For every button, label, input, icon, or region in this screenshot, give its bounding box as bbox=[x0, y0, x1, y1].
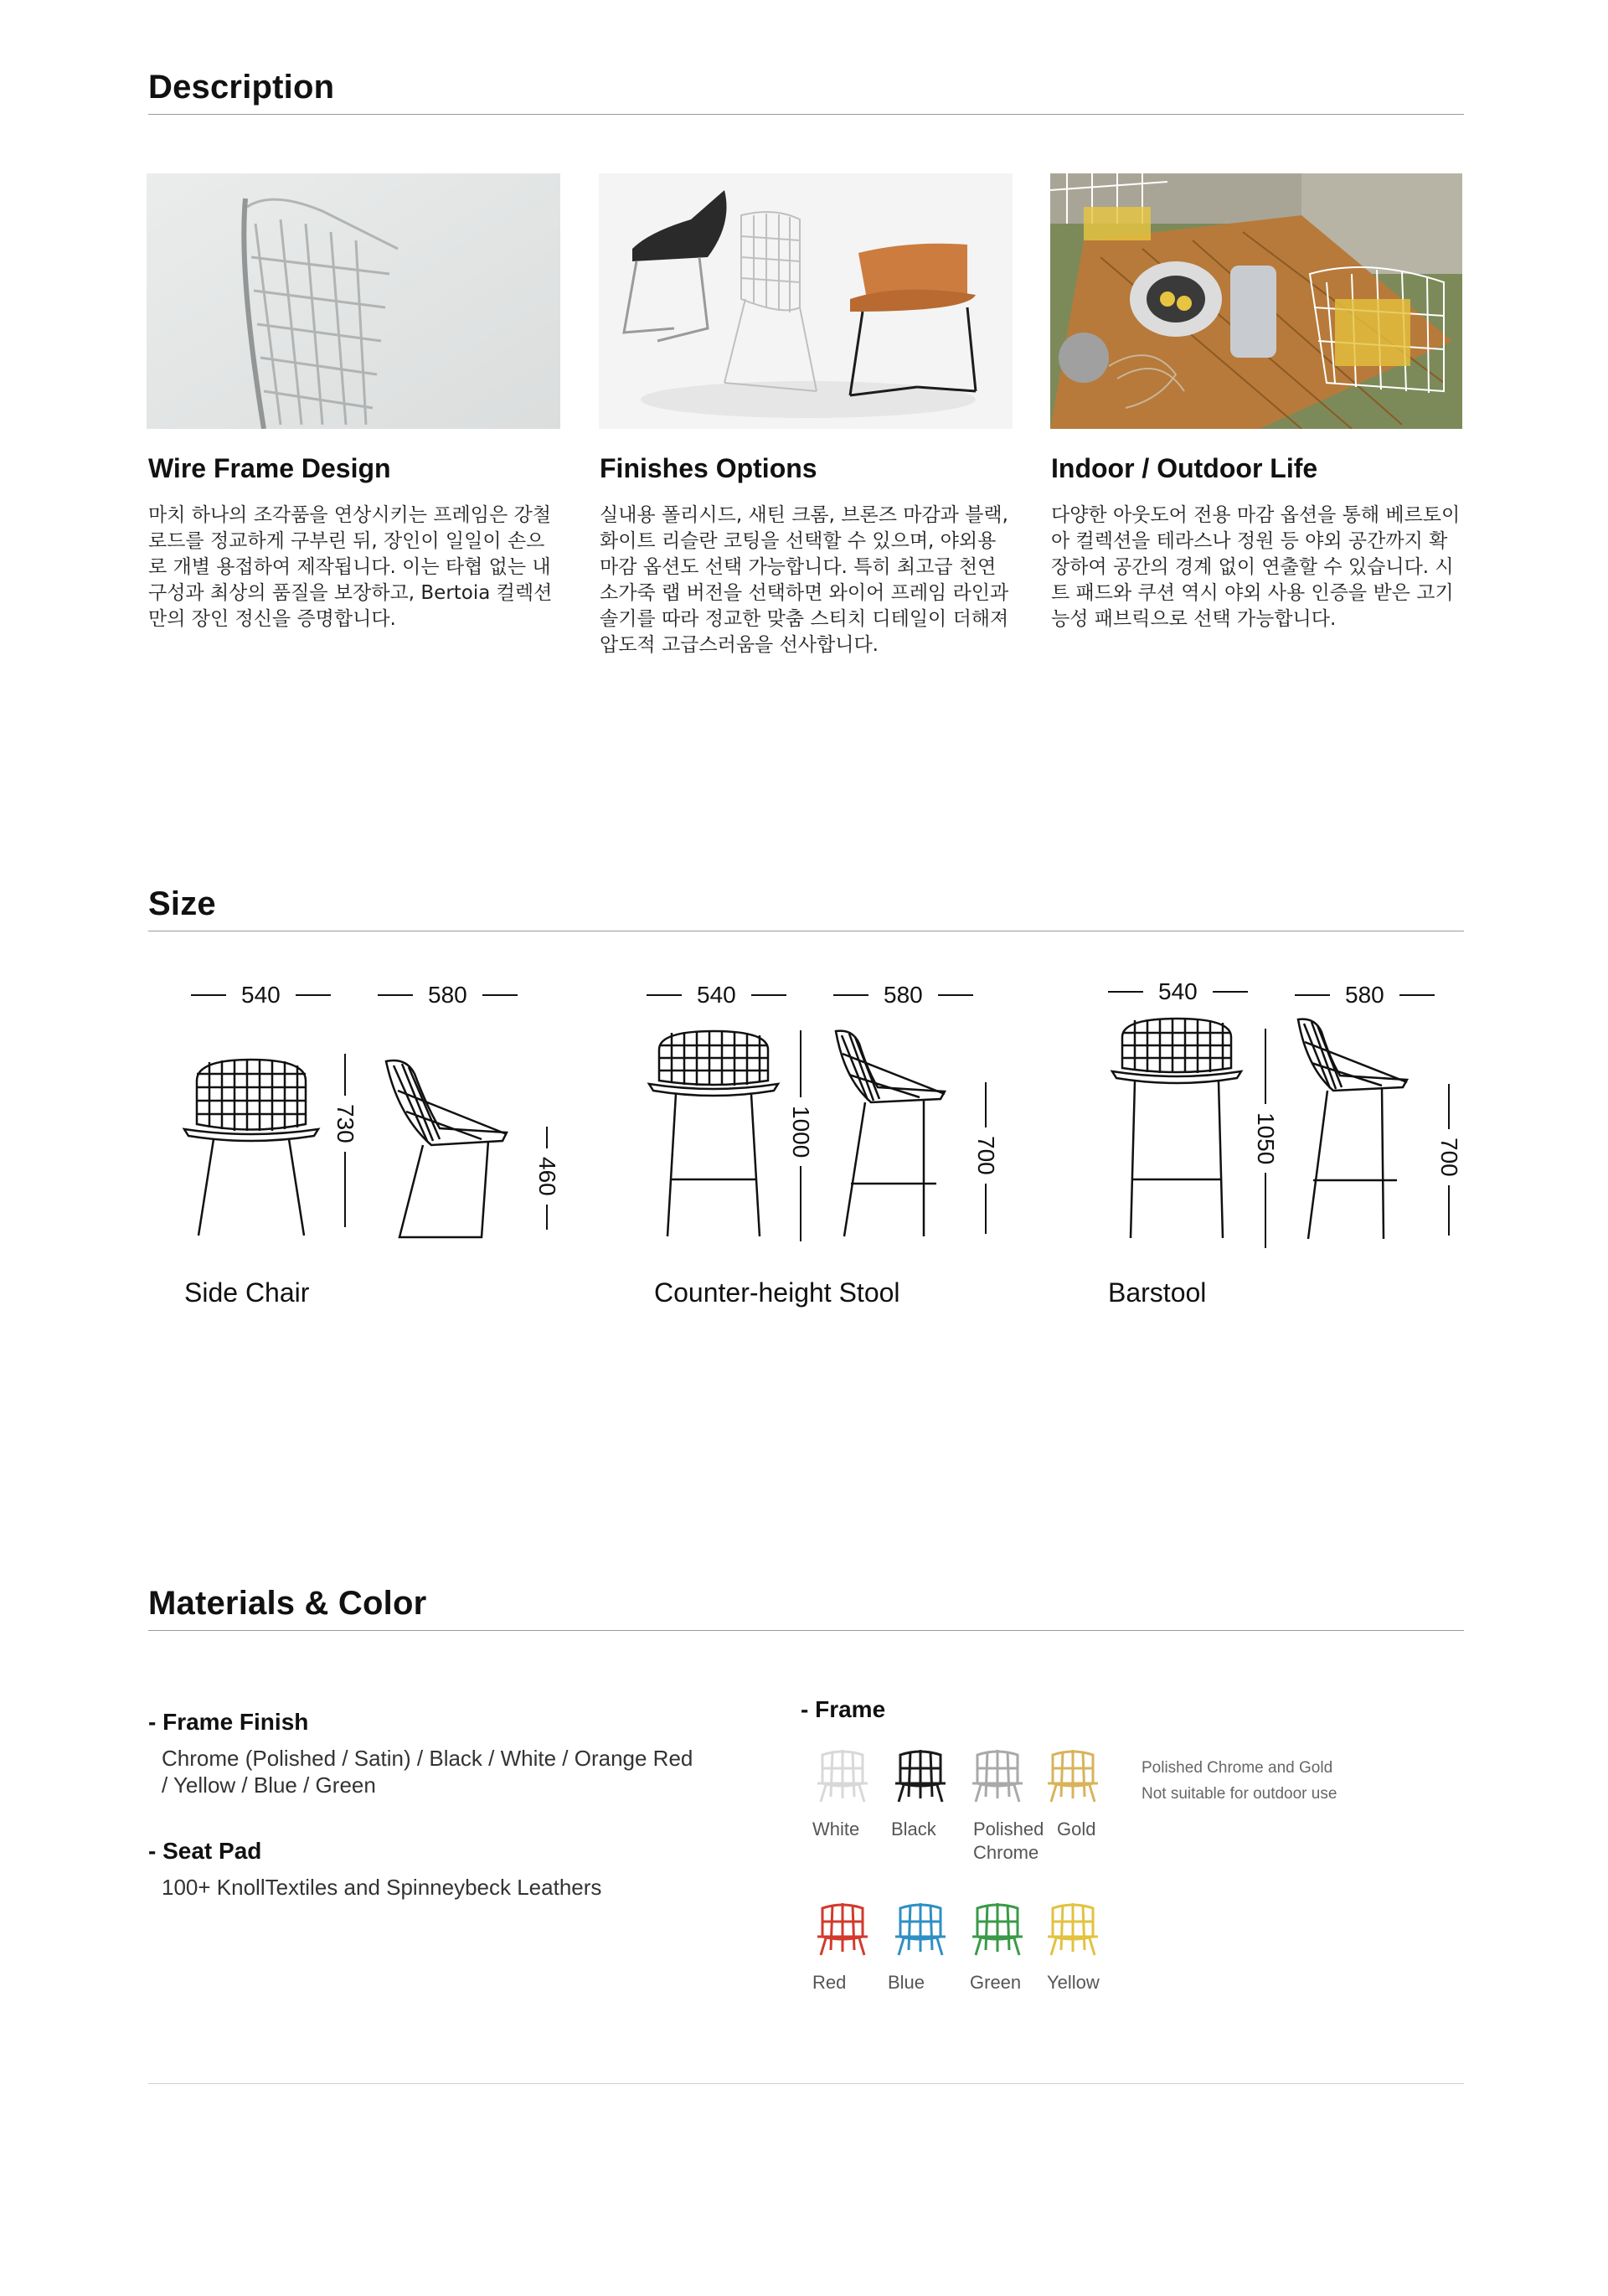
counter-stool-front-drawing bbox=[647, 1029, 781, 1240]
counter-stool-width: 540 bbox=[647, 982, 786, 1009]
card-title-wire-frame: Wire Frame Design bbox=[148, 453, 391, 483]
counter-stool-label: Counter-height Stool bbox=[654, 1277, 900, 1308]
materials-title: Materials & Color bbox=[148, 1585, 427, 1622]
swatch-red[interactable] bbox=[812, 1900, 873, 1957]
barstool-width: 540 bbox=[1108, 978, 1248, 1005]
side-chair-width: 540 bbox=[191, 982, 331, 1009]
barstool-height: 1050 bbox=[1252, 1029, 1279, 1248]
swatch-label-yellow: Yellow bbox=[1047, 1972, 1100, 1993]
frame-heading: - Frame bbox=[801, 1696, 886, 1722]
swatch-white[interactable] bbox=[812, 1747, 873, 1803]
swatch-label-white: White bbox=[812, 1819, 860, 1839]
side-chair-front-drawing bbox=[180, 1055, 322, 1240]
swatch-label-chrome: Chrome bbox=[973, 1842, 1039, 1863]
seat-pad-heading: - Seat Pad bbox=[148, 1838, 262, 1864]
description-divider bbox=[148, 114, 1464, 115]
side-chair-label: Side Chair bbox=[184, 1277, 310, 1308]
swatch-label-red: Red bbox=[812, 1972, 847, 1993]
frame-finish-text-2: / Yellow / Blue / Green bbox=[162, 1772, 376, 1798]
side-chair-side-drawing bbox=[381, 1057, 515, 1241]
swatch-label-blue: Blue bbox=[888, 1972, 925, 1993]
swatch-label-black: Black bbox=[891, 1819, 936, 1839]
materials-divider bbox=[148, 1630, 1464, 1631]
swatch-green[interactable] bbox=[967, 1900, 1028, 1957]
counter-stool-side-drawing bbox=[827, 1029, 953, 1240]
barstool-label: Barstool bbox=[1108, 1277, 1207, 1308]
swatch-gold[interactable] bbox=[1043, 1747, 1103, 1803]
frame-finish-heading: - Frame Finish bbox=[148, 1709, 309, 1735]
counter-stool-depth: 580 bbox=[833, 982, 973, 1009]
card-title-finishes: Finishes Options bbox=[600, 453, 817, 483]
barstool-front-drawing bbox=[1110, 1016, 1244, 1242]
swatch-label-green: Green bbox=[970, 1972, 1022, 1993]
card-text-indoor-outdoor: 다양한 아웃도어 전용 마감 옵션을 통해 베르토이아 컬렉션을 테라스나 정원 등 야외 공간까지 확장하여 공간의 경계 없이 연출할 수 있습니다. 시트 패드와 쿠션 역시 야외 사용 인증을 받은 고기능성 패브릭으로 선택 가능합니다. bbox=[1051, 504, 1461, 630]
side-chair-seat-height: 460 bbox=[533, 1127, 560, 1230]
finish-note-line-1: Polished Chrome and Gold bbox=[1142, 1759, 1333, 1777]
seat-pad-text: 100+ KnollTextiles and Spinneybeck Leathers bbox=[162, 1875, 602, 1900]
finishes-photo bbox=[599, 173, 1013, 429]
outdoor-photo bbox=[1050, 173, 1462, 429]
side-chair-height: 730 bbox=[332, 1054, 358, 1227]
size-title: Size bbox=[148, 885, 216, 922]
counter-stool-seat-height: 700 bbox=[972, 1082, 999, 1234]
barstool-side-drawing bbox=[1290, 1017, 1415, 1243]
frame-finish-text-1: Chrome (Polished / Satin) / Black / White / Orange Red bbox=[162, 1746, 693, 1771]
swatch-yellow[interactable] bbox=[1043, 1900, 1103, 1957]
side-chair-depth: 580 bbox=[378, 982, 518, 1009]
counter-stool-height: 1000 bbox=[787, 1030, 814, 1241]
swatch-polished-chrome[interactable] bbox=[967, 1747, 1028, 1803]
description-title: Description bbox=[148, 69, 335, 106]
finish-note-line-2: Not suitable for outdoor use bbox=[1142, 1785, 1337, 1803]
card-title-indoor-outdoor: Indoor / Outdoor Life bbox=[1051, 453, 1318, 483]
swatch-blue[interactable] bbox=[890, 1900, 951, 1957]
card-text-wire-frame: 마치 하나의 조각품을 연상시키는 프레임은 강철 로드를 정교하게 구부린 뒤, 장인이 일일이 손으로 개별 용접하여 제작됩니다. 이는 타협 없는 내구성과 최상의 품질을 보장하고, Bertoia 컬렉션만의 장인 정신을 증명합니다. bbox=[148, 504, 553, 630]
barstool-seat-height: 700 bbox=[1435, 1084, 1462, 1236]
wire-frame-photo bbox=[147, 173, 560, 429]
card-text-finishes: 실내용 폴리시드, 새틴 크롬, 브론즈 마감과 블랙, 화이트 리슬란 코팅을 선택할 수 있으며, 야외용 마감 옵션도 선택 가능합니다. 특히 최고급 천연 소가죽 랩 버전을 선택하면 와이어 프레임 라인과 솔기를 따라 정교한 맞춤 스티치 디테일이 더해져 압도적 고급스러움을 선사합니다. bbox=[600, 504, 1009, 656]
swatch-black[interactable] bbox=[890, 1747, 951, 1803]
swatch-label-polished: Polished bbox=[973, 1819, 1044, 1839]
bottom-divider bbox=[148, 2083, 1464, 2084]
barstool-depth: 580 bbox=[1295, 982, 1435, 1009]
swatch-label-gold: Gold bbox=[1057, 1819, 1096, 1839]
